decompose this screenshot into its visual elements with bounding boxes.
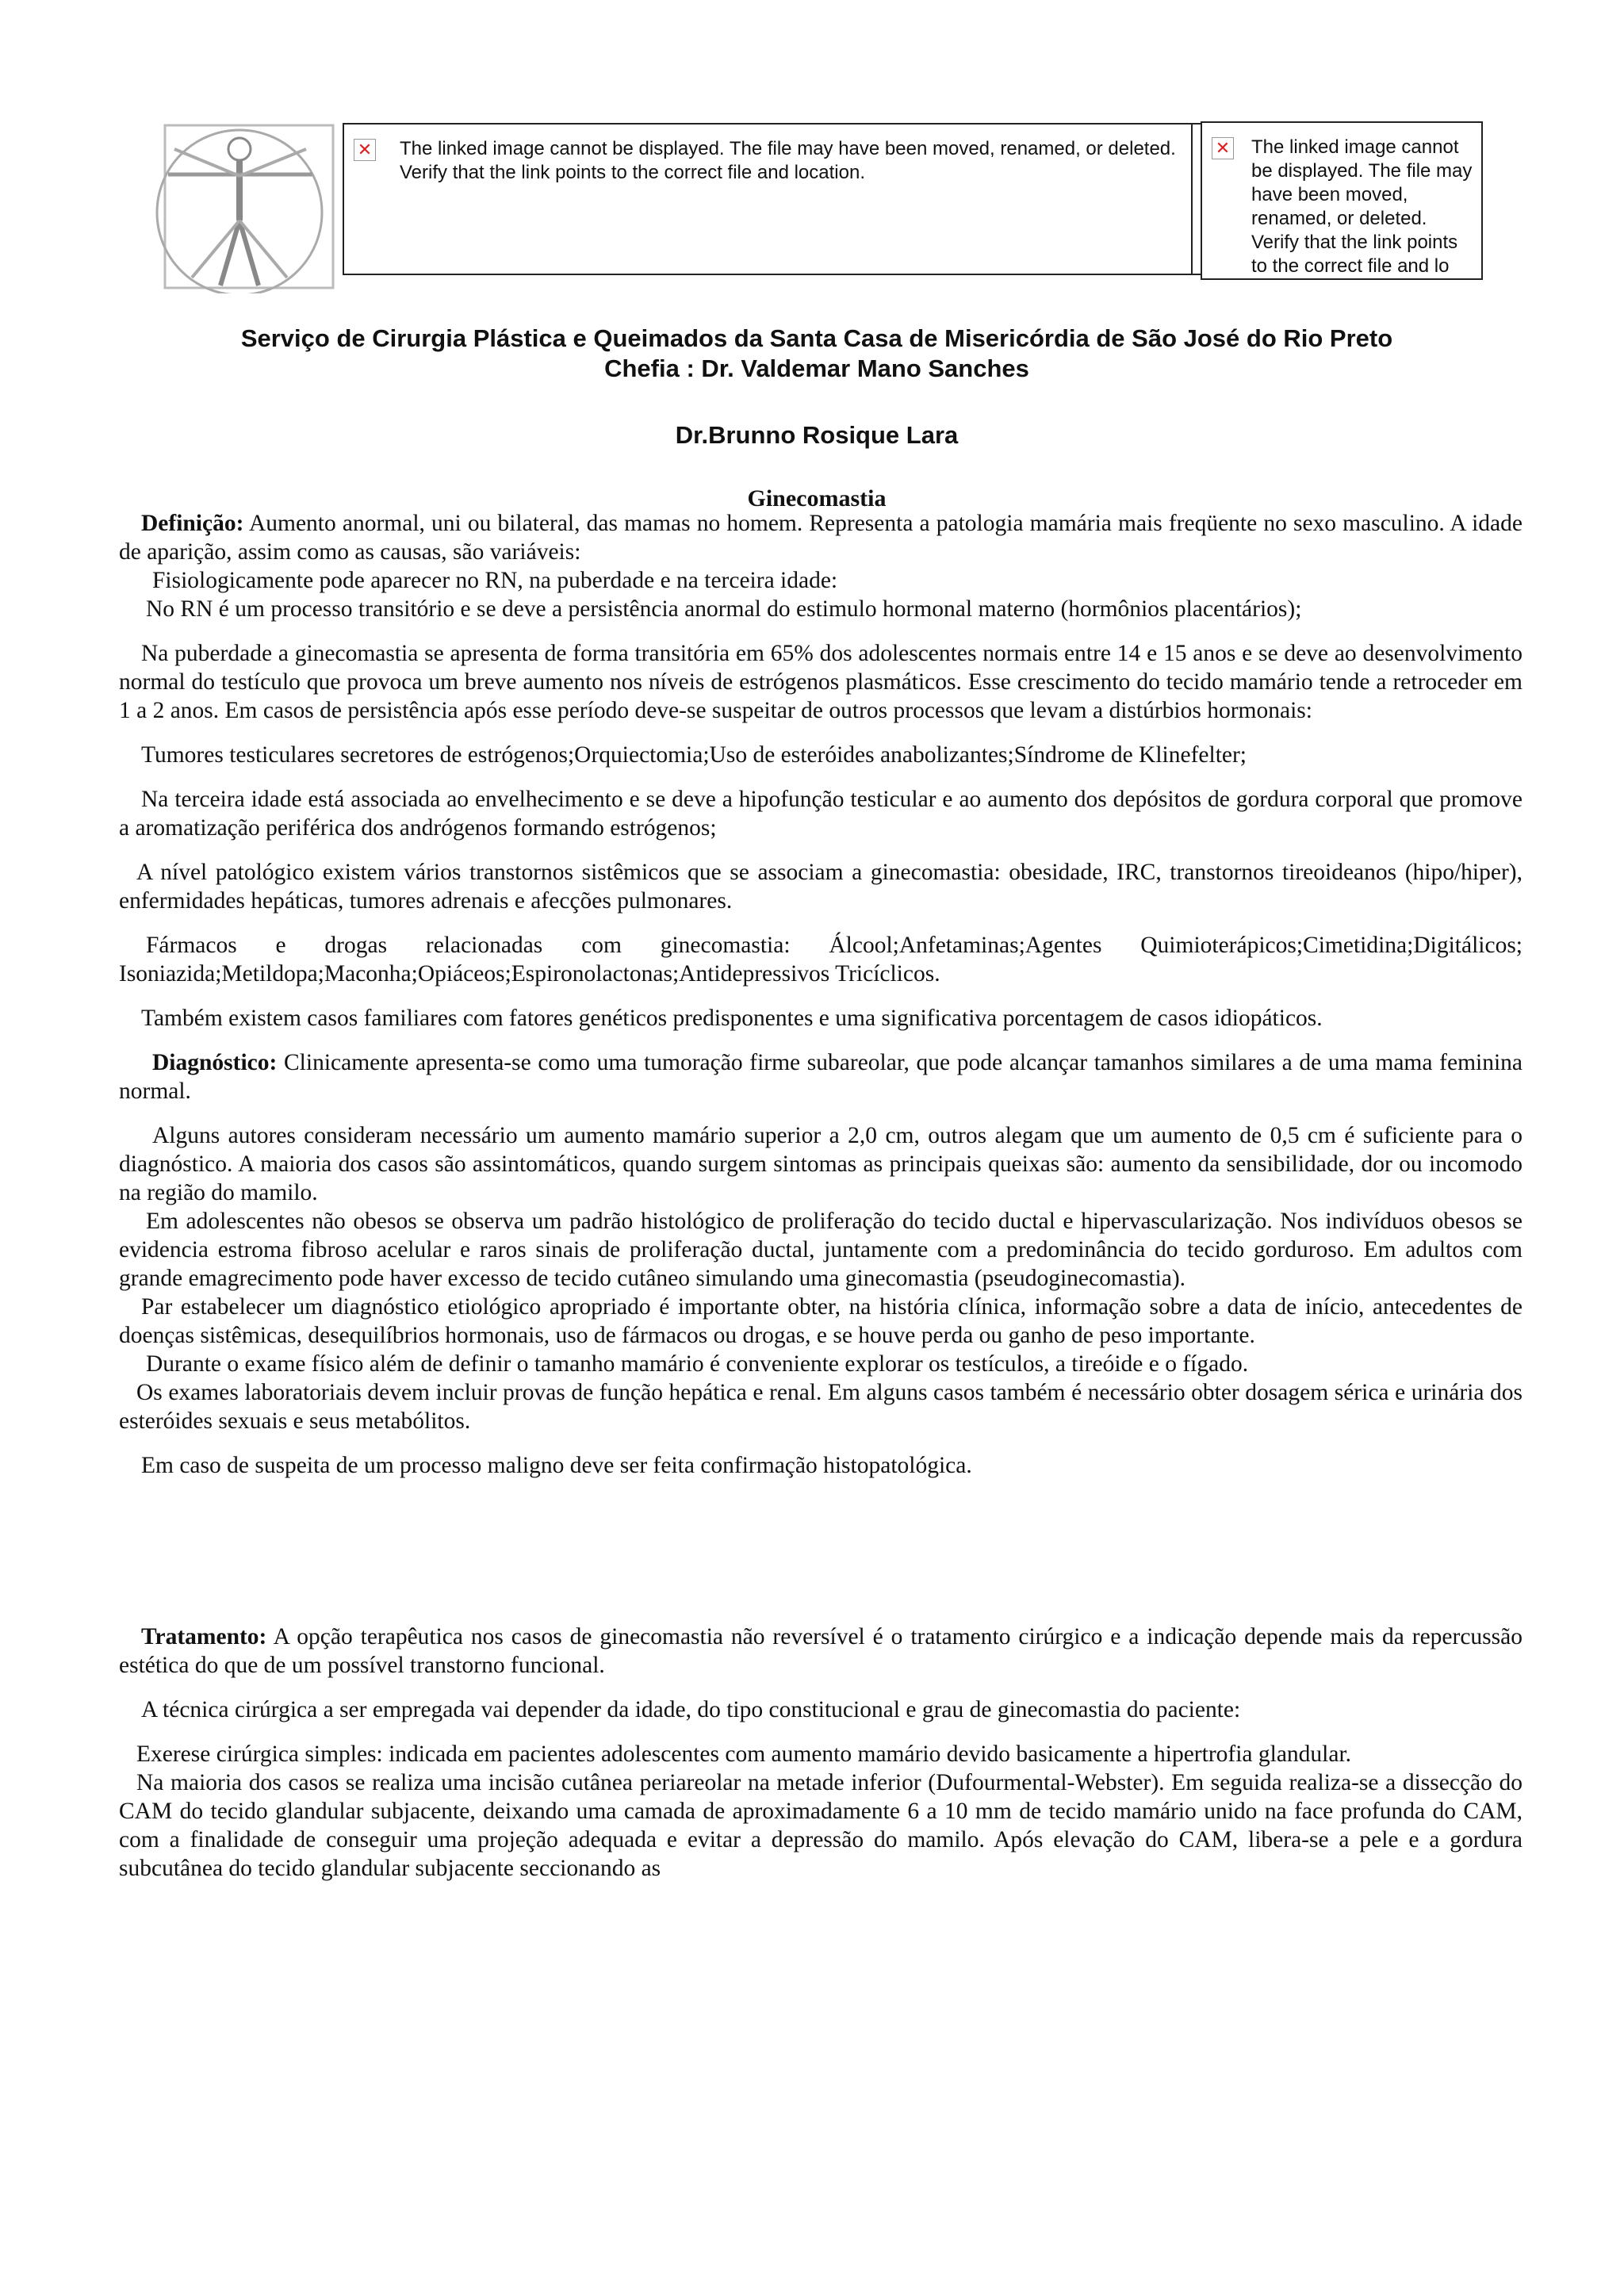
chief-line: Chefia : Dr. Valdemar Mano Sanches	[604, 354, 1029, 382]
vitruvian-man-logo	[119, 119, 349, 293]
frame-edge	[1191, 125, 1197, 275]
error-x-icon: ✕	[1212, 137, 1234, 159]
paragraph-definicao: Definição: Aumento anormal, uni ou bilateral, das mamas no homem. Representa a patologia mamária mais freqüente no sexo masculino. A idade de aparição, assim como as causas, são variáveis:	[119, 511, 1522, 565]
broken-image-message: The linked image cannot be displayed. The file may have been moved, renamed, or deleted. Verify that the link points to the correct file and location.	[400, 138, 1176, 183]
paragraph-tratamento: Tratamento: A opção terapêutica nos casos de ginecomastia não reversível é o tratamento cirúrgico e a indicação depende mais da repercussão estética do que de um possível transtorno funcional.	[119, 1624, 1522, 1678]
label-definicao: Definição:	[141, 511, 244, 536]
paragraph: A técnica cirúrgica a ser empregada vai depender da idade, do tipo constitucional e grau de ginecomastia do paciente:	[141, 1697, 1241, 1722]
institution-header: Serviço de Cirurgia Plástica e Queimados da Santa Casa de Misericórdia de São José do Rio Preto	[240, 324, 1393, 352]
document-body	[119, 509, 1522, 1883]
paragraph: Na terceira idade está associada ao envelhecimento e se deve a hipofunção testicular e ao aumento dos depósitos de gordura corporal que promove a aromatização periférica dos andrógenos formando estrógenos;	[119, 787, 1522, 841]
paragraph: Tumores testiculares secretores de estrógenos;Orquiectomia;Uso de esteróides anabolizantes;Síndrome de Klinefelter;	[141, 742, 1247, 768]
broken-image-placeholder	[1201, 121, 1483, 280]
paragraph: Fármacos e drogas relacionadas com ginecomastia: Álcool;Anfetaminas;Agentes Quimioterápicos;Cimetidina;Digitálicos; Isoniazida;Metildopa;Maconha;Opiáceos;Espironolactonas;Antidepressivos Tricíclicos.	[119, 933, 1522, 987]
error-x-icon: ✕	[354, 139, 376, 161]
paragraph: Os exames laboratoriais devem incluir provas de função hepática e renal. Em alguns casos também é necessário obter dosagem sérica e urinária dos esteróides sexuais e seus metabólitos.	[119, 1380, 1522, 1434]
paragraph: Fisiologicamente pode aparecer no RN, na puberdade e na terceira idade:	[152, 568, 838, 593]
paragraph: Na maioria dos casos se realiza uma incisão cutânea periareolar na metade inferior (Dufourmental-Webster). Em seguida realiza-se a dissecção do CAM do tecido glandular subjacente, deixando uma camada de aproximadamente 6 a 10 mm de tecido mamário unido na face profunda do CAM, com a finalidade de conseguir uma projeção adequada e evitar a depressão do mamilo. Após elevação do CAM, libera-se a pele e a gordura subcutânea do tecido glandular subjacente seccionando as	[119, 1770, 1522, 1881]
paragraph: Na puberdade a ginecomastia se apresenta de forma transitória em 65% dos adolescentes normais entre 14 e 15 anos e se deve ao desenvolvimento normal do testículo que provoca um breve aumento nos níveis de estrógenos plasmáticos. Esse crescimento do tecido mamário tende a retroceder em 1 a 2 anos. Em casos de persistência após esse período deve-se suspeitar de outros processos que levam a distúrbios hormonais:	[119, 641, 1522, 723]
paragraph: Também existem casos familiares com fatores genéticos predisponentes e uma significativa porcentagem de casos idiopáticos.	[141, 1006, 1323, 1031]
paragraph: A nível patológico existem vários transtornos sistêmicos que se associam a ginecomastia: obesidade, IRC, transtornos tireoideanos (hipo/hiper), enfermidades hepáticas, tumores adrenais e afecções pulmonares.	[119, 860, 1522, 914]
paragraph: Alguns autores consideram necessário um aumento mamário superior a 2,0 cm, outros alegam que um aumento de 0,5 cm é suficiente para o diagnóstico. A maioria dos casos são assintomáticos, quando surgem sintomas as principais queixas são: aumento da sensibilidade, dor ou incomodo na região do mamilo.	[119, 1123, 1522, 1205]
paragraph: Em adolescentes não obesos se observa um padrão histológico de proliferação do tecido ductal e hipervascularização. Nos indivíduos obesos se evidencia estroma fibroso acelular e raros sinais de proliferação ductal, juntamente com a predominância do tecido gorduroso. Em adultos com grande emagrecimento pode haver excesso de tecido cutâneo simulando uma ginecomastia (pseudoginecomastia).	[119, 1209, 1522, 1291]
paragraph: Exerese cirúrgica simples: indicada em pacientes adolescentes com aumento mamário devido basicamente a hipertrofia glandular.	[136, 1741, 1352, 1767]
label-tratamento: Tratamento:	[141, 1624, 267, 1649]
paragraph: Par estabelecer um diagnóstico etiológico apropriado é importante obter, na história clínica, informação sobre a data de início, antecedentes de doenças sistêmicas, desequilíbrios hormonais, uso de fármacos ou drogas, e se houve perda ou ganho de peso importante.	[119, 1294, 1522, 1348]
author-name: Dr.Brunno Rosique Lara	[675, 421, 959, 449]
paragraph: Em caso de suspeita de um processo maligno deve ser feita confirmação histopatológica.	[141, 1453, 972, 1478]
label-diagnostico: Diagnóstico:	[152, 1050, 278, 1075]
broken-image-message: The linked image cannot be displayed. The file may have been moved, renamed, or deleted. Verify that the link points to the correct file and lo	[1251, 136, 1473, 277]
paragraph-diagnostico: Diagnóstico: Clinicamente apresenta-se como uma tumoração firme subareolar, que pode alcançar tamanhos similares a de uma mama feminina normal.	[119, 1050, 1522, 1104]
paragraph: Durante o exame físico além de definir o tamanho mamário é conveniente explorar os testículos, a tireóide e o fígado.	[146, 1351, 1249, 1377]
broken-image-placeholder	[343, 123, 1202, 275]
paragraph: No RN é um processo transitório e se deve a persistência anormal do estimulo hormonal materno (hormônios placentários);	[146, 596, 1302, 622]
document-title: Ginecomastia	[747, 485, 887, 511]
